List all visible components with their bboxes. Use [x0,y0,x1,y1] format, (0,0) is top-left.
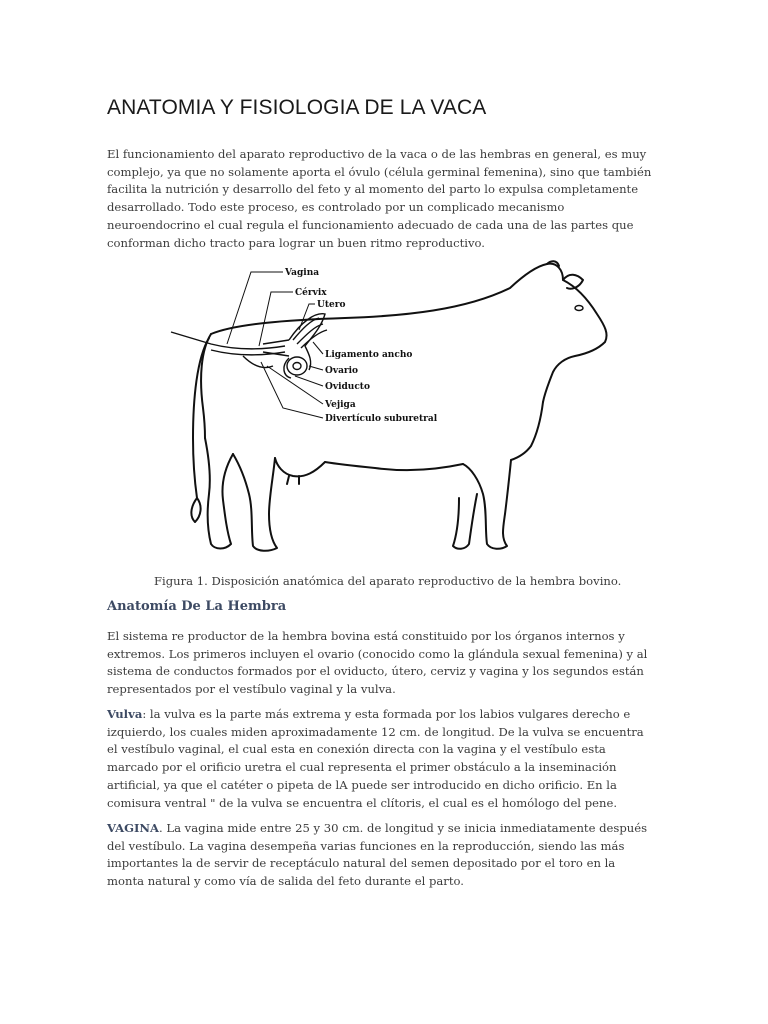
cow-outline-belly [325,462,463,470]
label-cervix: Cérvix [295,288,327,298]
figure-caption: Figura 1. Disposición anatómica del aparato reproductivo de la hembra bovino. [154,574,622,588]
label-ovario: Ovario [325,366,359,376]
cow-outline-hind-leg [233,454,277,551]
section-paragraph: El sistema re productor de la hembra bovina está constituido por los órganos internos y extremos. Los primeros incluyen el ovario (conocido como la glándula sexual femenina) y al sistema de conductos formados por el oviducto, útero, cerviz y vagina y los segundos están representados por el vestíbulo vaginal y la vulva. [107,629,648,697]
cow-anatomy-illustration [165,258,610,566]
vulva-paragraph [107,706,652,812]
cow-outline-head [543,264,607,402]
bladder [243,356,273,368]
vagina-text: . La vagina mide entre 25 y 30 cm. de longitud y se inicia inmediatamente después del vestíbulo. La vagina desempeña varias funciones en la reproducción, siendo las más importantes la de servir de receptáculo natural del semen depositado por el toro en la monta natural y como vía de salida del feto durante el parto. [107,821,648,889]
cow-anatomy-figure [165,258,610,566]
cow-outline-udder [275,458,325,476]
label-vejiga: Vejiga [325,400,356,410]
cow-outline-chest [511,402,543,460]
vulva-term: Vulva [107,707,143,721]
label-vagina: Vagina [285,268,320,278]
label-oviducto: Oviducto [325,382,370,392]
vagina-term: VAGINA [107,821,160,835]
label-ligamento: Ligamento ancho [325,350,413,360]
label-utero: Utero [317,300,346,310]
document-title: ANATOMIA Y FISIOLOGIA DE LA VACA [107,96,487,119]
ovary [287,357,307,375]
cow-outline-tail [193,338,209,498]
cow-eye [575,306,583,311]
cow-outline-back [211,264,547,334]
intro-paragraph: El funcionamiento del aparato reproductivo de la vaca o de las hembras en general, es muy complejo, ya que no solamente aporta el óvulo (célula germinal femenina), sino que también facilita la nutrición y desarrollo del feto y al momento del parto lo expulsa completamente desarrollado. Todo este proceso, es controlado por un complicado mecanismo neuroendocrino el cual regula el funcionamiento adecuado de cada una de las partes que conforman dicho tracto para lograr un buen ritmo reproductivo. [107,147,652,250]
section-heading: Anatomía De La Hembra [107,599,287,614]
vulva-text: : la vulva es la parte más extrema y esta formada por los labios vulgares derecho e izquierdo, los cuales miden aproximadamente 12 cm. de longitud. De la vulva se encuentra el vestíbulo vaginal, el cual esta en conexión directa con la vagina y el vestíbulo esta marcado por el orificio uretra el cual representa el primer obstáculo a la inseminación artificial, ya que el catéter o pipeta de lA puede ser introducido en dicho orificio. En la comisura ventral " de la vulva se encuentra el clítoris, el cual es el homólogo del pene. [107,707,644,810]
label-diverticulo: Divertículo suburetral [325,414,438,424]
vagina-paragraph [107,820,652,891]
